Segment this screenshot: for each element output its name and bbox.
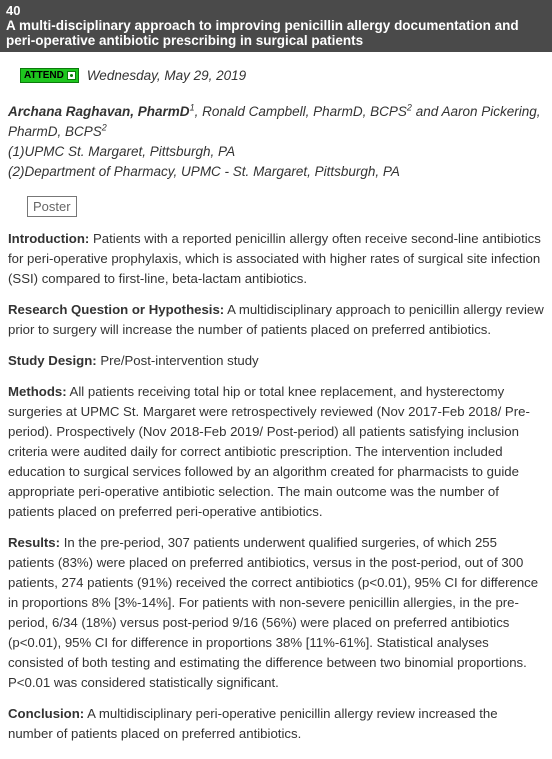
introduction-section [8, 229, 544, 289]
lead-author-affiliation: 1 [189, 102, 195, 113]
design-label: Study Design: [8, 353, 97, 368]
research-section [8, 300, 544, 340]
affiliation-2: (2)Department of Pharmacy, UPMC - St. Margaret, Pittsburgh, PA [8, 164, 400, 179]
conclusion-section [8, 704, 544, 744]
research-text: A multidisciplinary approach to penicillin allergy review prior to surgery will increase the number of patients placed on preferred antibiotics. [8, 302, 544, 337]
results-section [8, 533, 544, 693]
authors-block [8, 102, 544, 182]
results-label: Results: [8, 535, 61, 550]
conclusion-text: A multidisciplinary peri-operative penicillin allergy review increased the number of patients placed on preferred antibiotics. [8, 706, 498, 741]
third-author: and Aaron Pickering, PharmD, BCPS [8, 104, 541, 139]
introduction-text: Patients with a reported penicillin allergy often receive second-line antibiotics for peri-operative prophylaxis, which is associated with higher rates of surgical site infection (SSI) compared to first-line, beta-lactam antibiotics. [8, 231, 541, 286]
abstract-title: A multi-disciplinary approach to improving penicillin allergy documentation and peri-operative antibiotic prescribing in surgical patients [6, 18, 519, 48]
poster-wrap [27, 196, 552, 218]
radio-icon [67, 71, 76, 80]
introduction-label: Introduction: [8, 231, 90, 246]
date-row [20, 66, 552, 84]
results-text: In the pre-period, 307 patients underwent qualified surgeries, of which 255 patients (83%) were placed on preferred antibiotics, versus in the post-period, out of 300 patients, 274 patients (91%) received the correct antibiotics (p<0.01), 95% CI for difference in proportions 8% [3%-14%]. For patients with non-severe penicillin allergies, in the pre-period, 6/34 (18%) versus post-period 9/16 (56%) were placed on preferred antibiotics (p<0.01), 95% CI for difference in proportions 38% [11%-61%]. Statistical analyses consisted of both testing and estimating the difference between two binomial proportions. P<0.01 was considered statistically significant. [8, 535, 539, 690]
methods-section [8, 382, 544, 522]
abstract-number: 40 [6, 3, 21, 18]
abstract-header [0, 0, 552, 52]
third-author-affiliation: 2 [101, 122, 107, 133]
conclusion-label: Conclusion: [8, 706, 85, 721]
poster-button[interactable]: Poster [27, 196, 77, 217]
methods-label: Methods: [8, 384, 67, 399]
attend-label: ATTEND [24, 69, 64, 81]
attend-button[interactable] [20, 68, 79, 83]
design-section [8, 351, 544, 371]
methods-text: All patients receiving total hip or total knee replacement, and hysterectomy surgeries at UPMC St. Margaret were retrospectively reviewed (Nov 2017-Feb 2018/ Pre-period). Prospectively (Nov 2018-Feb 2019/ Post-period) all patients satisfying inclusion criteria were audited daily for correct antibiotic prescription. The intervention included education to surgical services followed by an algorithm created for pharmacists to guide appropriate peri-operative antibiotic selection. The main outcome was the number of patients placed on preferred peri-operative antibiotics. [8, 384, 530, 519]
second-author-affiliation: 2 [406, 102, 412, 113]
design-text: Pre/Post-intervention study [96, 353, 259, 368]
author-list [8, 102, 544, 142]
lead-author: Archana Raghavan, PharmD [8, 104, 190, 119]
second-author: , Ronald Campbell, PharmD, BCPS [194, 104, 407, 119]
affiliation-1: (1)UPMC St. Margaret, Pittsburgh, PA [8, 144, 236, 159]
session-date: Wednesday, May 29, 2019 [86, 67, 247, 83]
research-label: Research Question or Hypothesis: [8, 302, 225, 317]
